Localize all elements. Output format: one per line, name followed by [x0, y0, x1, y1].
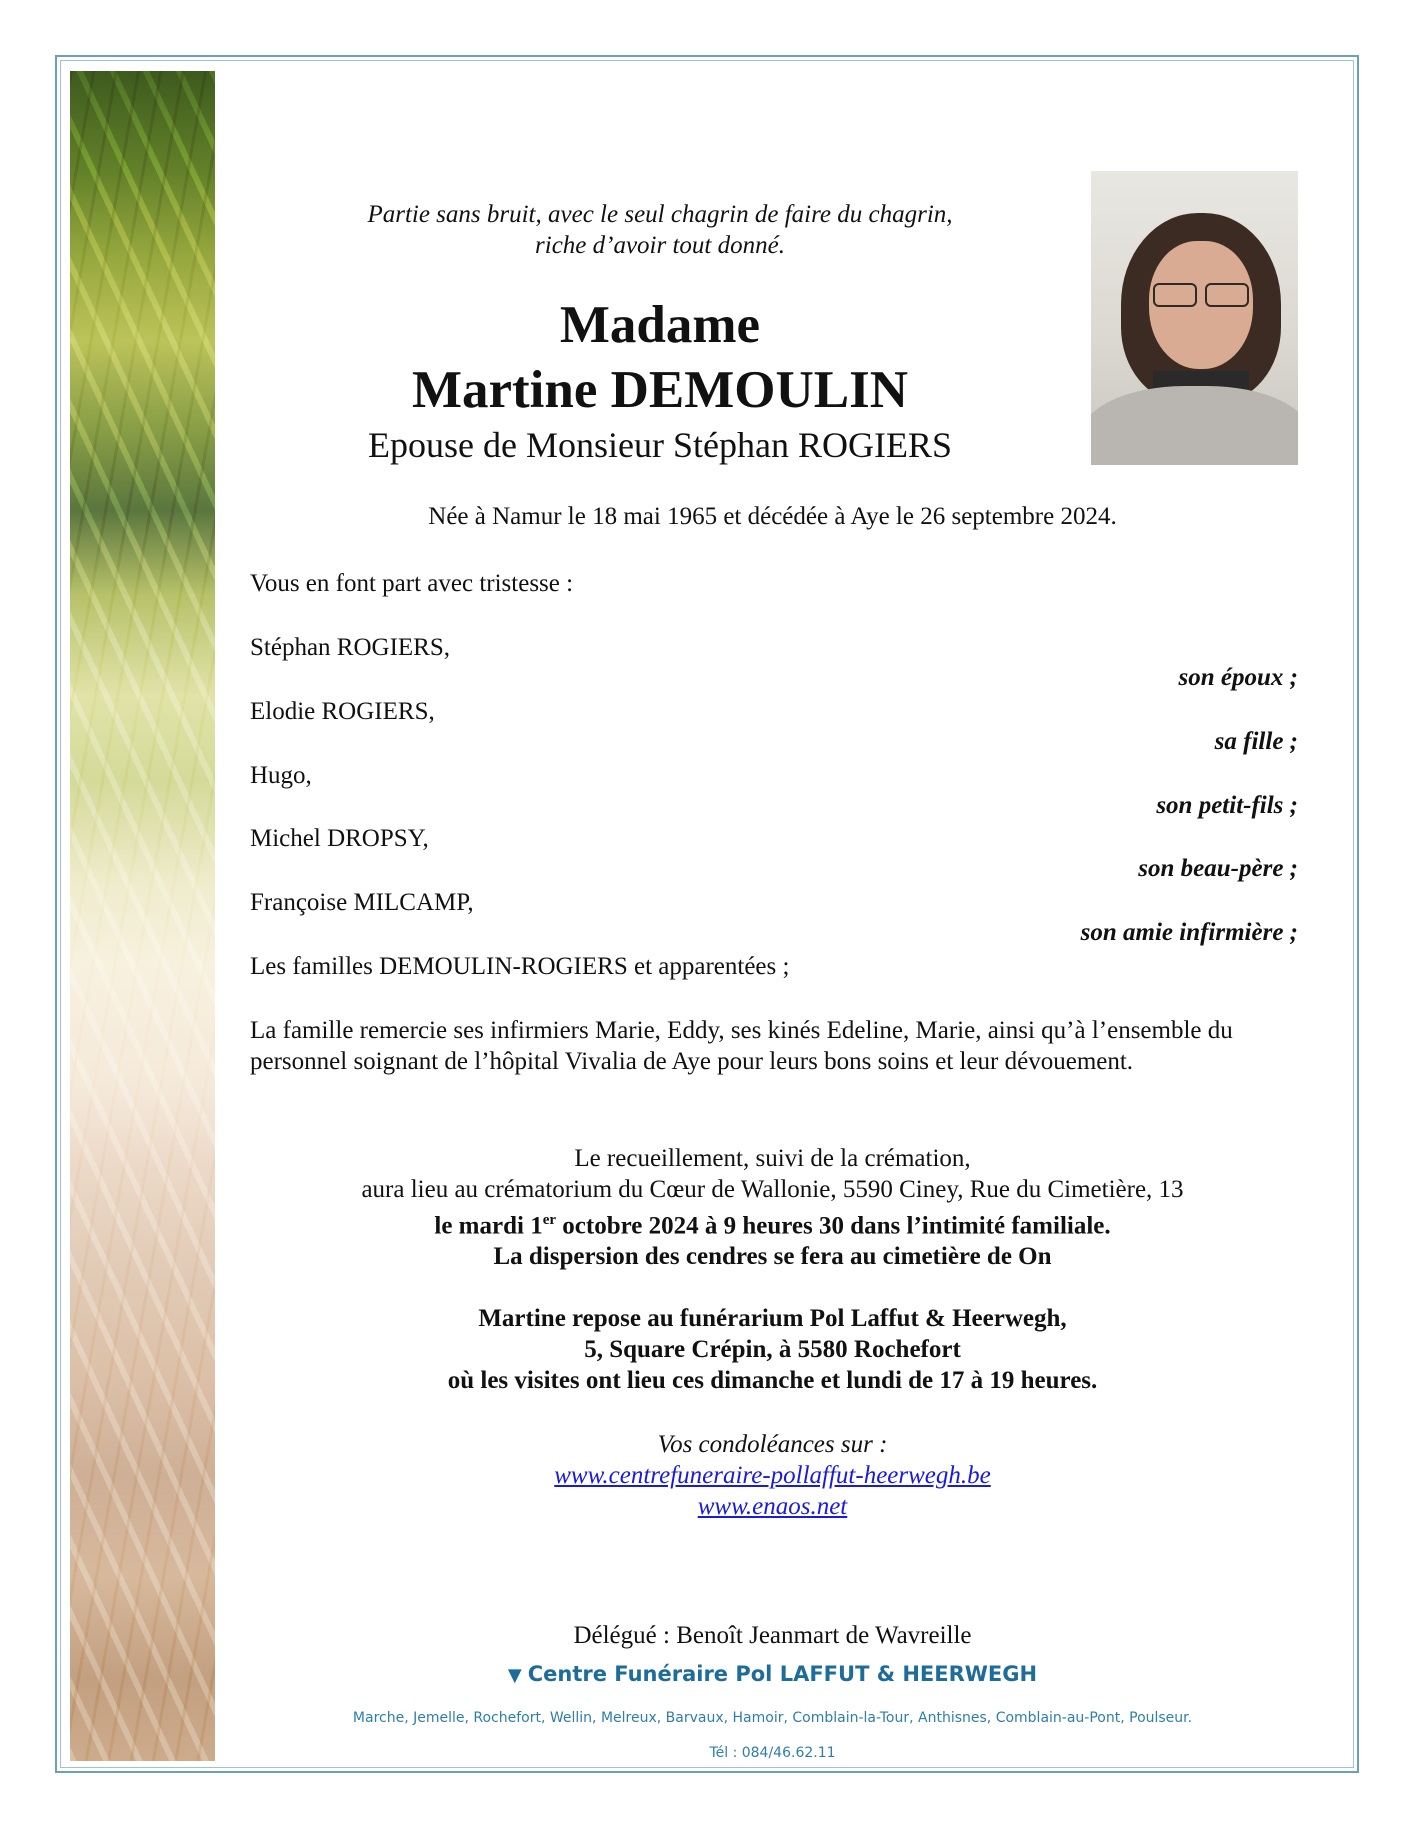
- deceased-title: Madame: [559, 296, 761, 354]
- repose-line-3: où les visites ont lieu ces dimanche et lundi de 17 à 19 heures.: [447, 1367, 1098, 1394]
- family-member-name: Françoise MILCAMP,: [250, 889, 474, 916]
- condolences-link-enaos[interactable]: www.enaos.net: [697, 1493, 848, 1520]
- condolences-block: [250, 1429, 1295, 1522]
- ceremony-ashes-line: La dispersion des cendres se fera au cimetière de On: [493, 1243, 1052, 1271]
- ceremony-line-2: aura lieu au crématorium du Cœur de Wallonie, 5590 Ciney, Rue du Cimetière, 13: [361, 1176, 1184, 1203]
- repose-line-1: Martine repose au funérarium Pol Laffut & Heerwegh,: [478, 1305, 1067, 1332]
- family-member-name: Michel DROPSY,: [250, 825, 429, 852]
- condolences-label: Vos condoléances sur :: [657, 1431, 888, 1458]
- birth-death-dates: Née à Namur le 18 mai 1965 et décédée à Aye le 26 septembre 2024.: [428, 503, 1117, 530]
- spouse-line: Epouse de Monsieur Stéphan ROGIERS: [368, 425, 952, 465]
- funeral-company-name: Centre Funéraire Pol LAFFUT & HEERWEGH: [527, 1662, 1038, 1686]
- announcement: Vous en font part avec tristesse :: [250, 570, 574, 597]
- thanks-paragraph: La famille remercie ses infirmiers Marie, Eddy, ses kinés Edeline, Marie, ainsi qu’à l’ensemble du personnel soignant de l’hôpital Vivalia de Aye pour leurs bons soins et leur dévouement.: [250, 1017, 1233, 1075]
- family-member-relation: son petit-fils ;: [1156, 792, 1298, 819]
- ceremony-date-line: le mardi 1er octobre 2024 à 9 heures 30 dans l’intimité familiale.: [434, 1212, 1111, 1240]
- repose-line-2: 5, Square Crépin, à 5580 Rochefort: [584, 1336, 961, 1363]
- family-member-name: Stéphan ROGIERS,: [250, 634, 450, 661]
- epigraph-line-1: Partie sans bruit, avec le seul chagrin de faire du chagrin,: [367, 201, 953, 228]
- funeral-company: [250, 1662, 1295, 1686]
- families-line: Les familles DEMOULIN-ROGIERS et apparentées ;: [250, 953, 790, 980]
- family-member-relation: son époux ;: [1178, 664, 1298, 691]
- portrait-glasses: [1149, 283, 1253, 305]
- family-member-relation: son beau-père ;: [1138, 855, 1298, 882]
- forest-path-image: [70, 71, 215, 1761]
- deceased-name: Martine DEMOULIN: [411, 361, 909, 419]
- family-member-name: Hugo,: [250, 762, 312, 789]
- epigraph-line-2: riche d’avoir tout donné.: [535, 232, 785, 259]
- family-member-relation: sa fille ;: [1214, 728, 1298, 755]
- family-member-relation: son amie infirmière ;: [1080, 919, 1298, 946]
- portrait-sweater: [1091, 386, 1298, 465]
- ceremony-block: [250, 1143, 1295, 1272]
- ceremony-line-1: Le recueillement, suivi de la crémation,: [574, 1145, 971, 1172]
- repose-block: [250, 1303, 1295, 1396]
- portrait-photo: [1091, 171, 1298, 465]
- delegate-line: Délégué : Benoît Jeanmart de Wavreille: [573, 1622, 972, 1649]
- company-phone: Tél : 084/46.62.11: [709, 1745, 836, 1761]
- triangle-down-icon: ▼: [507, 1665, 522, 1686]
- company-towns: Marche, Jemelle, Rochefort, Wellin, Melreux, Barvaux, Hamoir, Comblain-la-Tour, Anthisnes, Comblain-au-Pont, Poulseur.: [352, 1710, 1193, 1726]
- family-member-name: Elodie ROGIERS,: [250, 698, 435, 725]
- condolences-link-centrefuneraire[interactable]: www.centrefuneraire-pollaffut-heerwegh.be: [554, 1462, 991, 1489]
